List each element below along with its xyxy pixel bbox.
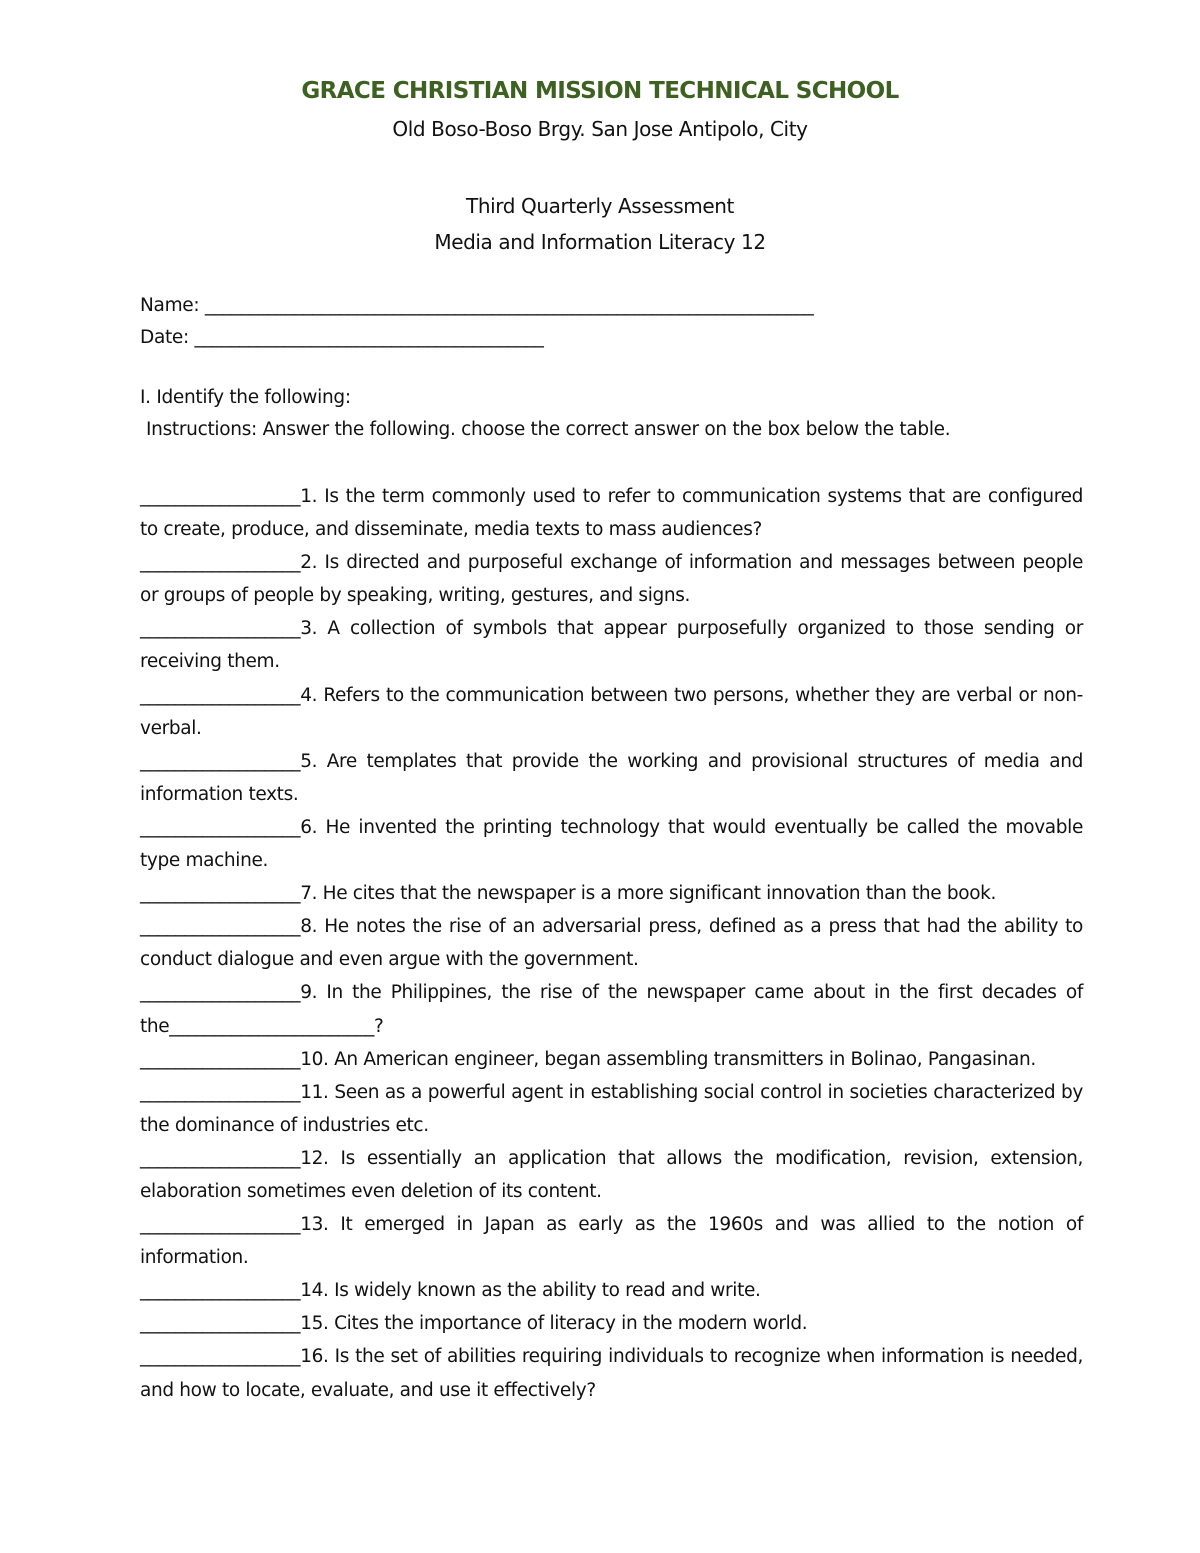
section-title: I. Identify the following:: [140, 387, 351, 408]
question-item-15[interactable]: __________________15. Cites the importance of literacy in the modern world.: [140, 1313, 808, 1335]
question-item-2[interactable]: __________________2. Is directed and purposeful exchange of information and messages between people or groups of people by speaking, writing, gestures, and signs.: [140, 552, 1083, 607]
school-name: GRACE CHRISTIAN MISSION TECHNICAL SCHOOL: [301, 78, 899, 104]
question-item-5[interactable]: __________________5. Are templates that provide the working and provisional structures of media and information texts.: [140, 750, 1083, 805]
date-field[interactable]: Date: _______________________________________: [140, 327, 544, 348]
subject-title: Media and Information Literacy 12: [434, 230, 766, 254]
question-item-9[interactable]: __________________9. In the Philippines, the rise of the newspaper came about in the first decades of the_______________________?: [140, 982, 1083, 1037]
question-list: [140, 480, 1083, 1407]
name-field[interactable]: Name: ____________________________________________________________________: [140, 295, 814, 316]
question-item-7[interactable]: __________________7. He cites that the newspaper is a more significant innovation than the book.: [140, 883, 997, 905]
section-header: [140, 382, 1083, 446]
question-item-13[interactable]: __________________13. It emerged in Japan as early as the 1960s and was allied to the notion of information.: [140, 1214, 1083, 1269]
question-item-12[interactable]: __________________12. Is essentially an application that allows the modification, revision, extension, elaboration sometimes even deletion of its content.: [140, 1147, 1083, 1202]
assessment-title: Third Quarterly Assessment: [466, 194, 734, 218]
question-item-14[interactable]: __________________14. Is widely known as the ability to read and write.: [140, 1280, 761, 1302]
question-item-6[interactable]: __________________6. He invented the printing technology that would eventually be called the movable type machine.: [140, 816, 1083, 872]
question-item-1[interactable]: __________________1. Is the term commonly used to refer to communication systems that are configured to create, produce, and disseminate, media texts to mass audiences?: [140, 486, 1083, 541]
question-item-8[interactable]: __________________8. He notes the rise of an adversarial press, defined as a press that had the ability to conduct dialogue and even argue with the government.: [140, 916, 1083, 971]
question-item-10[interactable]: __________________10. An American engineer, began assembling transmitters in Bolinao, Pangasinan.: [140, 1048, 1036, 1070]
school-address: Old Boso-Boso Brgy. San Jose Antipolo, City: [392, 117, 808, 141]
section-instructions: Instructions: Answer the following. choose the correct answer on the box below the table.: [146, 419, 951, 440]
exam-heading: [0, 188, 1200, 260]
question-item-11[interactable]: __________________11. Seen as a powerful agent in establishing social control in societies characterized by the dominance of industries etc.: [140, 1081, 1083, 1136]
question-item-4[interactable]: __________________4. Refers to the communication between two persons, whether they are verbal or non-verbal.: [140, 684, 1083, 739]
question-item-3[interactable]: __________________3. A collection of symbols that appear purposefully organized to those sending or receiving them.: [140, 618, 1083, 673]
student-fields: [140, 290, 1083, 354]
question-item-16[interactable]: __________________16. Is the set of abilities requiring individuals to recognize when information is needed, and how to locate, evaluate, and use it effectively?: [140, 1346, 1083, 1401]
